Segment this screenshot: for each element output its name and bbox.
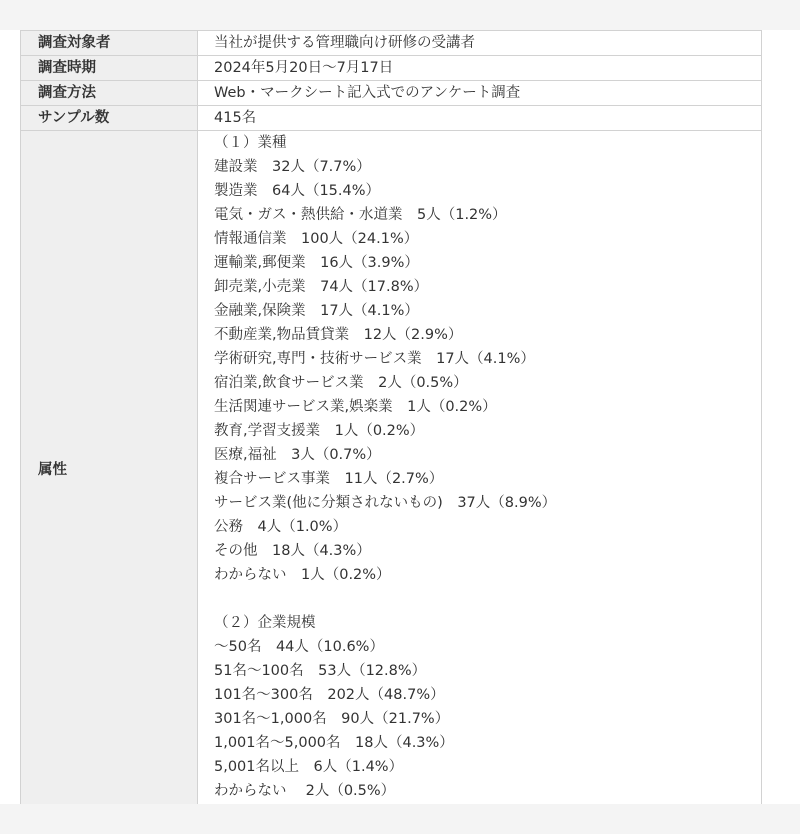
list-item: 教育,学習支援業 1人（0.2%） — [214, 423, 425, 439]
list-item: 301名～1,000名 90人（21.7%） — [214, 711, 450, 727]
list-item: 生活関連サービス業,娯楽業 1人（0.2%） — [214, 399, 497, 415]
row-survey-method — [21, 81, 762, 106]
list-item: わからない 2人（0.5%） — [214, 783, 396, 799]
row-value: 当社が提供する管理職向け研修の受講者 — [198, 31, 762, 56]
list-item: 5,001名以上 6人（1.4%） — [214, 759, 404, 775]
section-spacer — [214, 587, 761, 611]
list-item: 運輸業,郵便業 16人（3.9%） — [214, 255, 419, 271]
list-item: ～50名 44人（10.6%） — [214, 639, 384, 655]
industry-heading: （１）業種 — [214, 135, 287, 151]
row-survey-period — [21, 56, 762, 81]
row-label: 調査方法 — [21, 81, 198, 106]
row-attributes — [21, 131, 762, 806]
list-item: その他 18人（4.3%） — [214, 543, 371, 559]
row-label: サンプル数 — [21, 106, 198, 131]
row-label: 調査時期 — [21, 56, 198, 81]
row-sample-size — [21, 106, 762, 131]
list-item: 公務 4人（1.0%） — [214, 519, 348, 535]
row-value: Web・マークシート記入式でのアンケート調査 — [198, 81, 762, 106]
survey-overview-table — [20, 30, 762, 806]
attributes-value — [198, 131, 762, 806]
list-item: 情報通信業 100人（24.1%） — [214, 231, 419, 247]
row-value: 2024年5月20日～7月17日 — [198, 56, 762, 81]
page-bottom-band — [0, 804, 800, 834]
list-item: 電気・ガス・熱供給・水道業 5人（1.2%） — [214, 207, 507, 223]
list-item: 金融業,保険業 17人（4.1%） — [214, 303, 419, 319]
row-label: 調査対象者 — [21, 31, 198, 56]
list-item: サービス業(他に分類されないもの) 37人（8.9%） — [214, 495, 557, 511]
list-item: 不動産業,物品賃貸業 12人（2.9%） — [214, 327, 463, 343]
row-value: 415名 — [198, 106, 762, 131]
list-item: 建設業 32人（7.7%） — [214, 159, 371, 175]
list-item: 51名～100名 53人（12.8%） — [214, 663, 427, 679]
row-survey-target — [21, 31, 762, 56]
list-item: 医療,福祉 3人（0.7%） — [214, 447, 381, 463]
list-item: 学術研究,専門・技術サービス業 17人（4.1%） — [214, 351, 535, 367]
list-item: 宿泊業,飲食サービス業 2人（0.5%） — [214, 375, 468, 391]
list-item: わからない 1人（0.2%） — [214, 567, 391, 583]
row-label: 属性 — [21, 131, 198, 806]
list-item: 1,001名～5,000名 18人（4.3%） — [214, 735, 454, 751]
list-item: 複合サービス事業 11人（2.7%） — [214, 471, 444, 487]
company-size-heading: （２）企業規模 — [214, 615, 316, 631]
list-item: 101名～300名 202人（48.7%） — [214, 687, 445, 703]
page-top-band — [0, 0, 800, 30]
list-item: 製造業 64人（15.4%） — [214, 183, 381, 199]
list-item: 卸売業,小売業 74人（17.8%） — [214, 279, 429, 295]
